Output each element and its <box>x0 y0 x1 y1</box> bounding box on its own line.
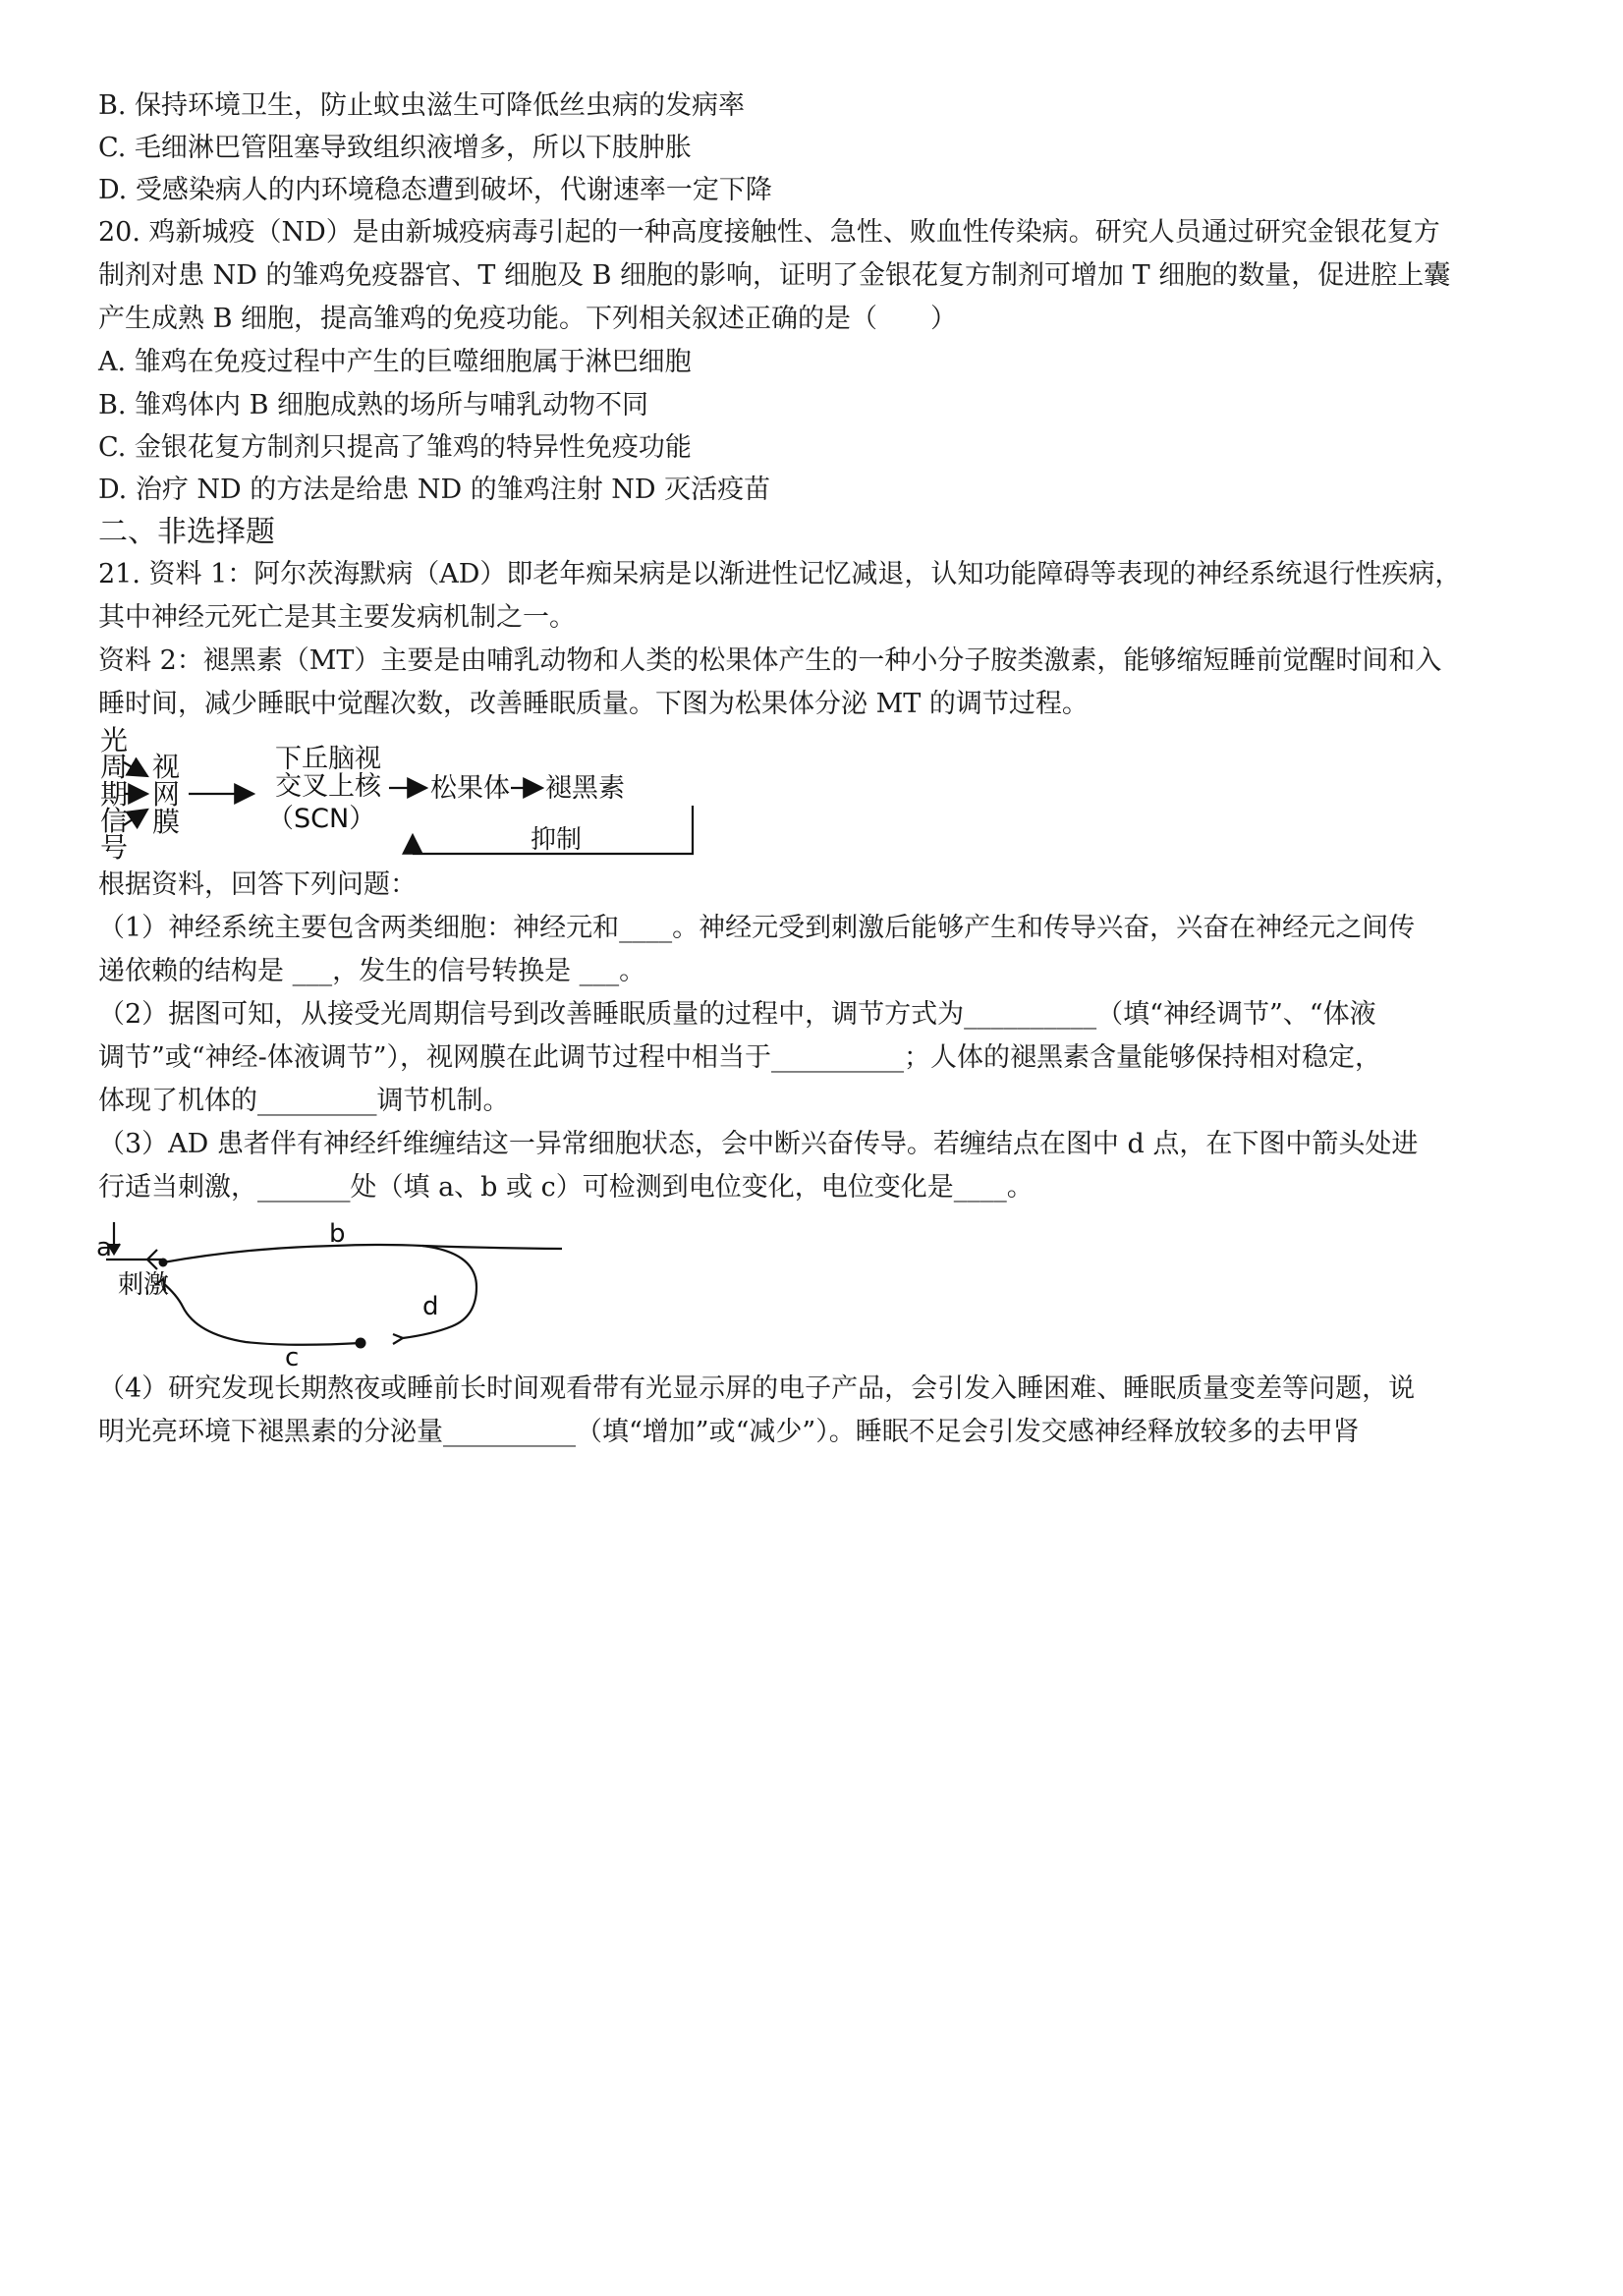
synapse-dot-1 <box>159 1259 168 1267</box>
question-21-line1: 21. 资料 1：阿尔茨海默病（AD）即老年痴呆病是以渐进性记忆减退，认知功能障碍等表现的神经系统退行性疾病， <box>98 559 1462 589</box>
option-20b: B. 雏鸡体内 B 细胞成熟的场所与哺乳动物不同 <box>98 390 649 420</box>
option-20d: D. 治疗 ND 的方法是给患 ND 的雏鸡注射 ND 灭活疫苗 <box>98 475 771 505</box>
svg-text:视: 视 <box>152 751 181 783</box>
synapse-dot-2 <box>356 1338 366 1349</box>
section-heading: 二、非选择题 <box>98 515 275 549</box>
sub-question-4-line2: 明光亮环境下褪黑素的分泌量__________（填“增加”或“减少”）。睡眠不足会引发交感神经释放较多的去甲肾 <box>98 1417 1360 1447</box>
svg-text:膜: 膜 <box>152 806 181 838</box>
stimulus-label: 刺激 <box>118 1270 170 1300</box>
svg-text:光: 光 <box>100 724 129 756</box>
sub-question-2-line2: 调节”或“神经-体液调节”），视网膜在此调节过程中相当于__________；人体的褪黑素含量能够保持相对稳定， <box>98 1042 1382 1073</box>
svg-text:期: 期 <box>100 778 129 811</box>
point-b-label: b <box>329 1219 346 1249</box>
question-20-line1: 20. 鸡新城疫（ND）是由新城疫病毒引起的一种高度接触性、急性、败血性传染病。研究人员通过研究金银花复方 <box>98 217 1440 248</box>
sub-question-1-line2: 递依赖的结构是 ___，发生的信号转换是 ___。 <box>98 956 646 986</box>
point-c-label: c <box>285 1343 300 1372</box>
option-20c: C. 金银花复方制剂只提高了雏鸡的特异性免疫功能 <box>98 432 692 463</box>
question-21-line2: 其中神经元死亡是其主要发病机制之一。 <box>98 602 576 633</box>
option-19c: C. 毛细淋巴管阻塞导致组织液增多，所以下肢肿胀 <box>98 133 692 163</box>
option-20a: A. 雏鸡在免疫过程中产生的巨噬细胞属于淋巴细胞 <box>98 347 692 377</box>
sub-question-4-line1: （4）研究发现长期熬夜或睡前长时间观看带有光显示屏的电子产品，会引发入睡困难、睡眠质量变差等问题，说 <box>98 1373 1416 1404</box>
svg-text:信: 信 <box>100 805 129 837</box>
material-2-line1: 资料 2：褪黑素（MT）主要是由哺乳动物和人类的松果体产生的一种小分子胺类激素，能够缩短睡前觉醒时间和入 <box>98 645 1442 676</box>
option-19b: B. 保持环境卫生，防止蚊虫滋生可降低丝虫病的发病率 <box>98 90 746 121</box>
sub-question-3-line2: 行适当刺激，_______处（填 a、b 或 c）可检测到电位变化，电位变化是____。 <box>98 1172 1034 1203</box>
neuron-circuit-diagram <box>96 1218 570 1372</box>
question-20-line2: 制剂对患 ND 的雏鸡免疫器官、T 细胞及 B 细胞的影响，证明了金银花复方制剂可增加 T 细胞的数量，促进腔上囊 <box>98 260 1451 291</box>
light-signal-label <box>100 724 128 864</box>
svg-text:下丘脑视: 下丘脑视 <box>275 744 381 774</box>
question-20-line3: 产生成熟 B 细胞，提高雏鸡的免疫功能。下列相关叙述正确的是（ ） <box>98 304 958 334</box>
svg-text:号: 号 <box>100 831 129 864</box>
point-d-label: d <box>422 1292 439 1321</box>
point-a-label: a <box>96 1233 112 1262</box>
svg-text:周: 周 <box>100 751 129 783</box>
inhibit-label: 抑制 <box>531 825 583 855</box>
pineal-label: 松果体 <box>430 773 510 804</box>
melatonin-regulation-diagram <box>98 725 727 865</box>
svg-text:（SCN）: （SCN） <box>267 804 376 834</box>
melatonin-label: 褪黑素 <box>545 773 625 804</box>
sub-question-2-line3: 体现了机体的_________调节机制。 <box>98 1086 510 1116</box>
sub-question-3-line1: （3）AD 患者伴有神经纤维缠结这一异常细胞状态，会中断兴奋传导。若缠结点在图中 d 点，在下图中箭头处进 <box>98 1129 1419 1159</box>
option-19d: D. 受感染病人的内环境稳态遭到破坏，代谢速率一定下降 <box>98 175 772 205</box>
svg-text:网: 网 <box>152 778 181 811</box>
instructions: 根据资料，回答下列问题： <box>98 869 417 900</box>
scn-label <box>267 744 382 834</box>
sub-question-1-line1: （1）神经系统主要包含两类细胞：神经元和____。神经元受到刺激后能够产生和传导兴奋，兴奋在神经元之间传 <box>98 913 1416 943</box>
retina-label <box>152 751 180 838</box>
material-2-line2: 睡时间，减少睡眠中觉醒次数，改善睡眠质量。下图为松果体分泌 MT 的调节过程。 <box>98 689 1089 719</box>
svg-text:交叉上核: 交叉上核 <box>275 771 381 802</box>
sub-question-2-line1: （2）据图可知，从接受光周期信号到改善睡眠质量的过程中，调节方式为__________（填“神经调节”、“体液 <box>98 999 1376 1030</box>
